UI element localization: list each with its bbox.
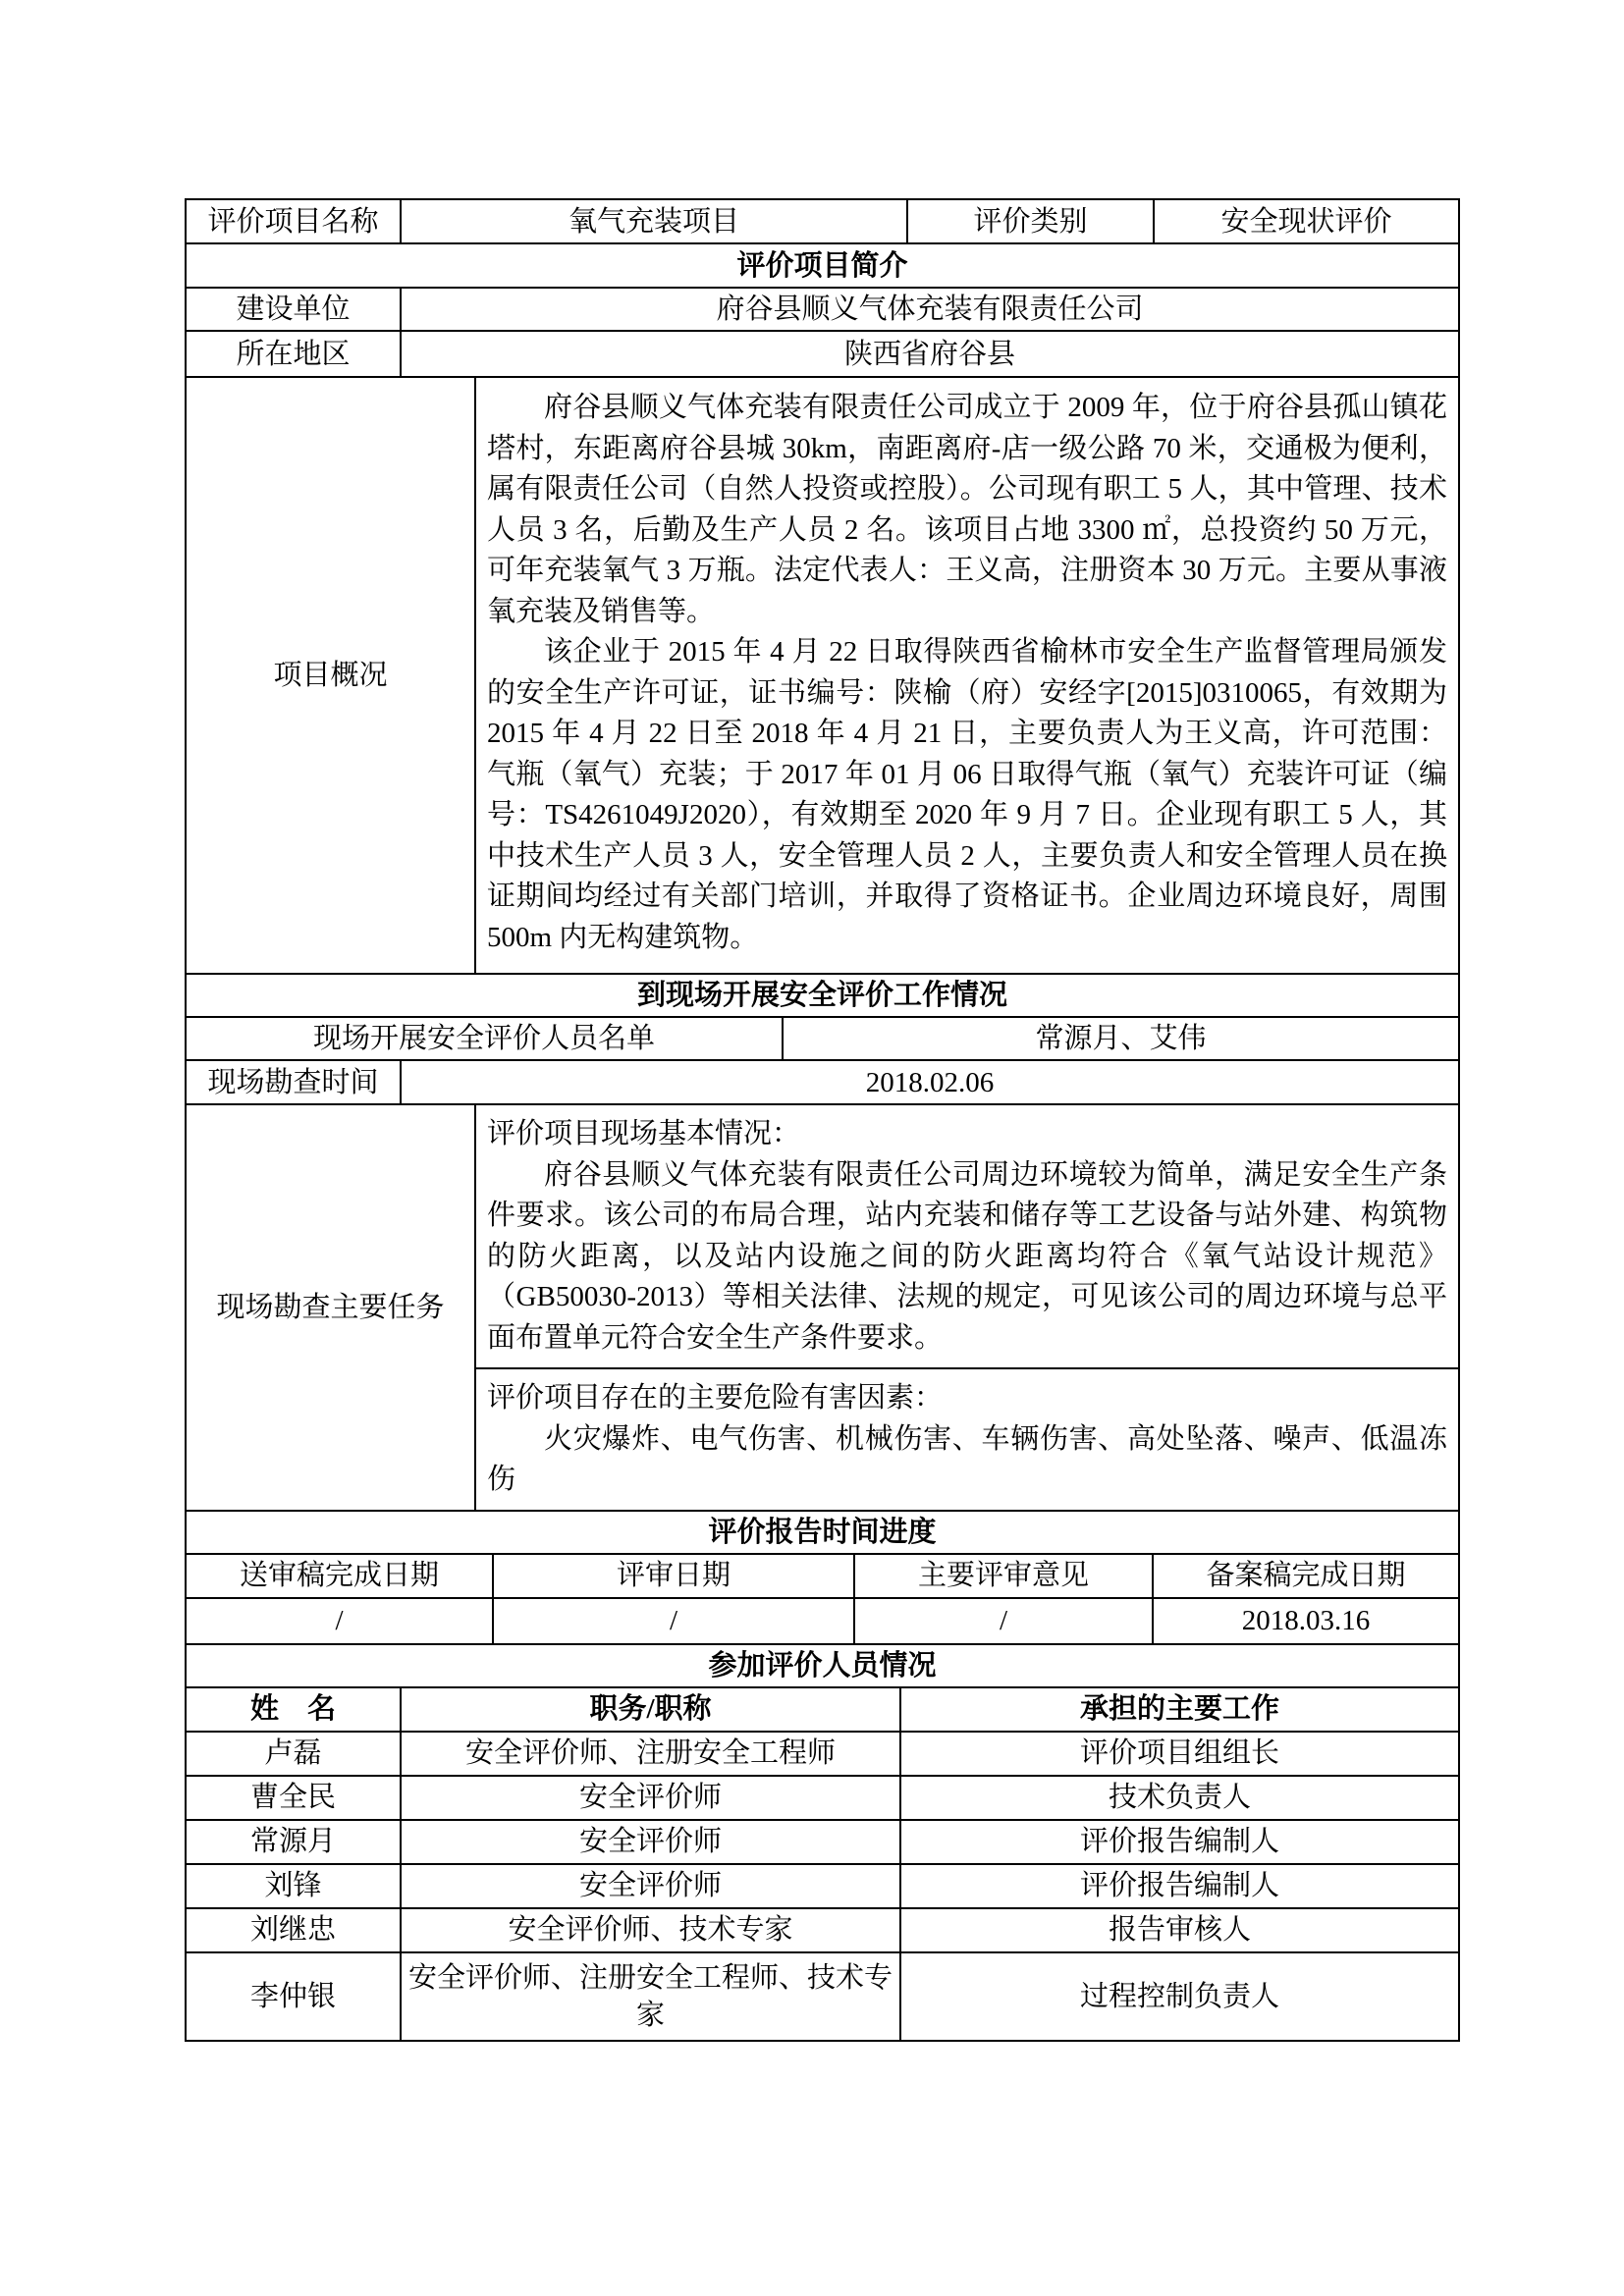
personnel-name: 曹全民 [187, 1777, 402, 1819]
site-basic-body: 府谷县顺义气体充装有限责任公司周边环境较为简单，满足安全生产条件要求。该公司的布局合理，站内充装和储存等工艺设备与站外建、构筑物的防火距离，以及站内设施之间的防火距离均符合《氧气站设计规范》（GB50030-2013）等相关法律、法规的规定，可见该公司的周边环境与总平面布置单元符合安全生产条件要求。 [487, 1158, 1447, 1354]
personnel-duty: 过程控制负责人 [1079, 1980, 1279, 2012]
overview-para-1: 府谷县顺义气体充装有限责任公司成立于 2009 年，位于府谷县孤山镇花塔村，东距离府谷县城 30km，南距离府-店一级公路 70 米，交通极为便利，属有限责任公司（自然人投资或控股）。公司现有职工 5 人，其中管理、技术人员 3 名，后勤及生产人员 2 名。该项目占地 3300 ㎡，总投资约 50 万元，可年充装氧气 3 万瓶。法定代表人：王义高，注册资本 30 万元。主要从事液氧充装及销售等。 [487, 392, 1447, 627]
section-fieldwork-header-row [187, 975, 1458, 1018]
personnel-header-title: 职务/职称 [402, 1688, 901, 1731]
personnel-row [187, 1953, 1458, 2040]
schedule-value-draft: / [187, 1599, 494, 1643]
personnel-row [187, 1777, 1458, 1821]
site-basic-title: 评价项目现场基本情况： [487, 1118, 801, 1149]
hazard-cell [476, 1369, 1458, 1510]
section-schedule-header: 评价报告时间进度 [708, 1516, 937, 1548]
eval-category-label: 评价类别 [908, 200, 1155, 242]
personnel-title: 安全评价师 [402, 1865, 901, 1907]
eval-category-value: 安全现状评价 [1220, 205, 1392, 238]
schedule-value-review-opinion: / [855, 1599, 1154, 1643]
personnel-duty: 评价报告编制人 [1079, 1826, 1279, 1857]
schedule-header-review-opinion: 主要评审意见 [855, 1555, 1154, 1597]
evaluation-report-table [185, 198, 1460, 2042]
survey-tasks-row [187, 1105, 1458, 1512]
personnel-header-row [187, 1688, 1458, 1733]
personnel-title: 安全评价师 [402, 1821, 901, 1863]
survey-time-label: 现场勘查时间 [187, 1061, 402, 1103]
personnel-header-duty: 承担的主要工作 [1079, 1693, 1279, 1725]
section-fieldwork-header: 到现场开展安全评价工作情况 [636, 980, 1007, 1011]
personnel-name: 常源月 [187, 1821, 402, 1863]
schedule-header-draft: 送审稿完成日期 [187, 1555, 494, 1597]
section-intro-header-row [187, 244, 1458, 289]
survey-time-value: 2018.02.06 [865, 1066, 995, 1098]
personnel-title: 安全评价师、注册安全工程师、技术专家 [402, 1953, 901, 2040]
schedule-value-record-date: 2018.03.16 [1241, 1605, 1371, 1636]
overview-content [476, 378, 1458, 973]
personnel-duty: 评价项目组组长 [1079, 1737, 1279, 1769]
construction-unit-value: 府谷县顺义气体充装有限责任公司 [716, 294, 1144, 325]
personnel-title: 安全评价师 [402, 1777, 901, 1819]
schedule-header-row [187, 1555, 1458, 1599]
personnel-row [187, 1733, 1458, 1777]
project-name-label: 评价项目名称 [187, 200, 402, 242]
location-value: 陕西省府谷县 [843, 338, 1015, 370]
hazard-body: 火灾爆炸、电气伤害、机械伤害、车辆伤害、高处坠落、噪声、低温冻伤 [487, 1422, 1447, 1495]
construction-unit-label: 建设单位 [187, 289, 402, 330]
personnel-name: 李仲银 [187, 1953, 402, 2040]
overview-label: 项目概况 [187, 378, 476, 973]
survey-time-row [187, 1061, 1458, 1105]
personnel-name: 卢磊 [187, 1733, 402, 1775]
personnel-name: 刘继忠 [187, 1909, 402, 1951]
hazard-title: 评价项目存在的主要危险有害因素： [487, 1382, 944, 1414]
personnel-duty: 报告审核人 [1108, 1914, 1251, 1946]
personnel-title: 安全评价师、注册安全工程师 [402, 1733, 901, 1775]
personnel-row [187, 1865, 1458, 1909]
overview-para-2: 该企业于 2015 年 4 月 22 日取得陕西省榆林市安全生产监督管理局颁发的安全生产许可证，证书编号：陕榆（府）安经字[2015]0310065，有效期为 2015 年 4 月 22 日至 2018 年 4 月 21 日，主要负责人为王义高，许可范围：气瓶（氧气）充装；于 2017 年 01 月 06 日取得气瓶（氧气）充装许可证（编号：TS4261049J2020），有效期至 2020 年 9 月 7 日。企业现有职工 5 人，其中技术生产人员 3 人，安全管理人员 2 人，主要负责人和安全管理人员在换证期间均经过有关部门培训，并取得了资格证书。企业周边环境良好，周围 500m 内无构建筑物。 [487, 636, 1447, 953]
personnel-duty: 技术负责人 [1108, 1782, 1251, 1813]
section-personnel-header-row [187, 1645, 1458, 1688]
staff-list-row [187, 1018, 1458, 1061]
title-row [187, 200, 1458, 244]
overview-row [187, 378, 1458, 975]
schedule-header-review-date: 评审日期 [494, 1555, 855, 1597]
section-intro-header: 评价项目简介 [736, 249, 908, 282]
location-label: 所在地区 [187, 332, 402, 376]
personnel-name: 刘锋 [187, 1865, 402, 1907]
construction-unit-row [187, 289, 1458, 332]
personnel-title: 安全评价师、技术专家 [402, 1909, 901, 1951]
personnel-row [187, 1909, 1458, 1953]
survey-tasks-content [476, 1105, 1458, 1510]
personnel-duty: 评价报告编制人 [1079, 1870, 1279, 1901]
schedule-value-row [187, 1599, 1458, 1645]
personnel-header-name: 姓 名 [187, 1688, 402, 1731]
location-row [187, 332, 1458, 378]
schedule-value-review-date: / [494, 1599, 855, 1643]
personnel-row [187, 1821, 1458, 1865]
section-personnel-header: 参加评价人员情况 [708, 1649, 937, 1682]
project-name-value: 氧气充装项目 [402, 200, 908, 242]
staff-list-value: 常源月、艾伟 [1035, 1023, 1207, 1054]
section-schedule-header-row [187, 1512, 1458, 1555]
survey-tasks-label: 现场勘查主要任务 [187, 1105, 476, 1510]
schedule-header-record-date: 备案稿完成日期 [1206, 1560, 1406, 1591]
site-basic-cell [476, 1105, 1458, 1369]
staff-list-label: 现场开展安全评价人员名单 [187, 1018, 784, 1059]
